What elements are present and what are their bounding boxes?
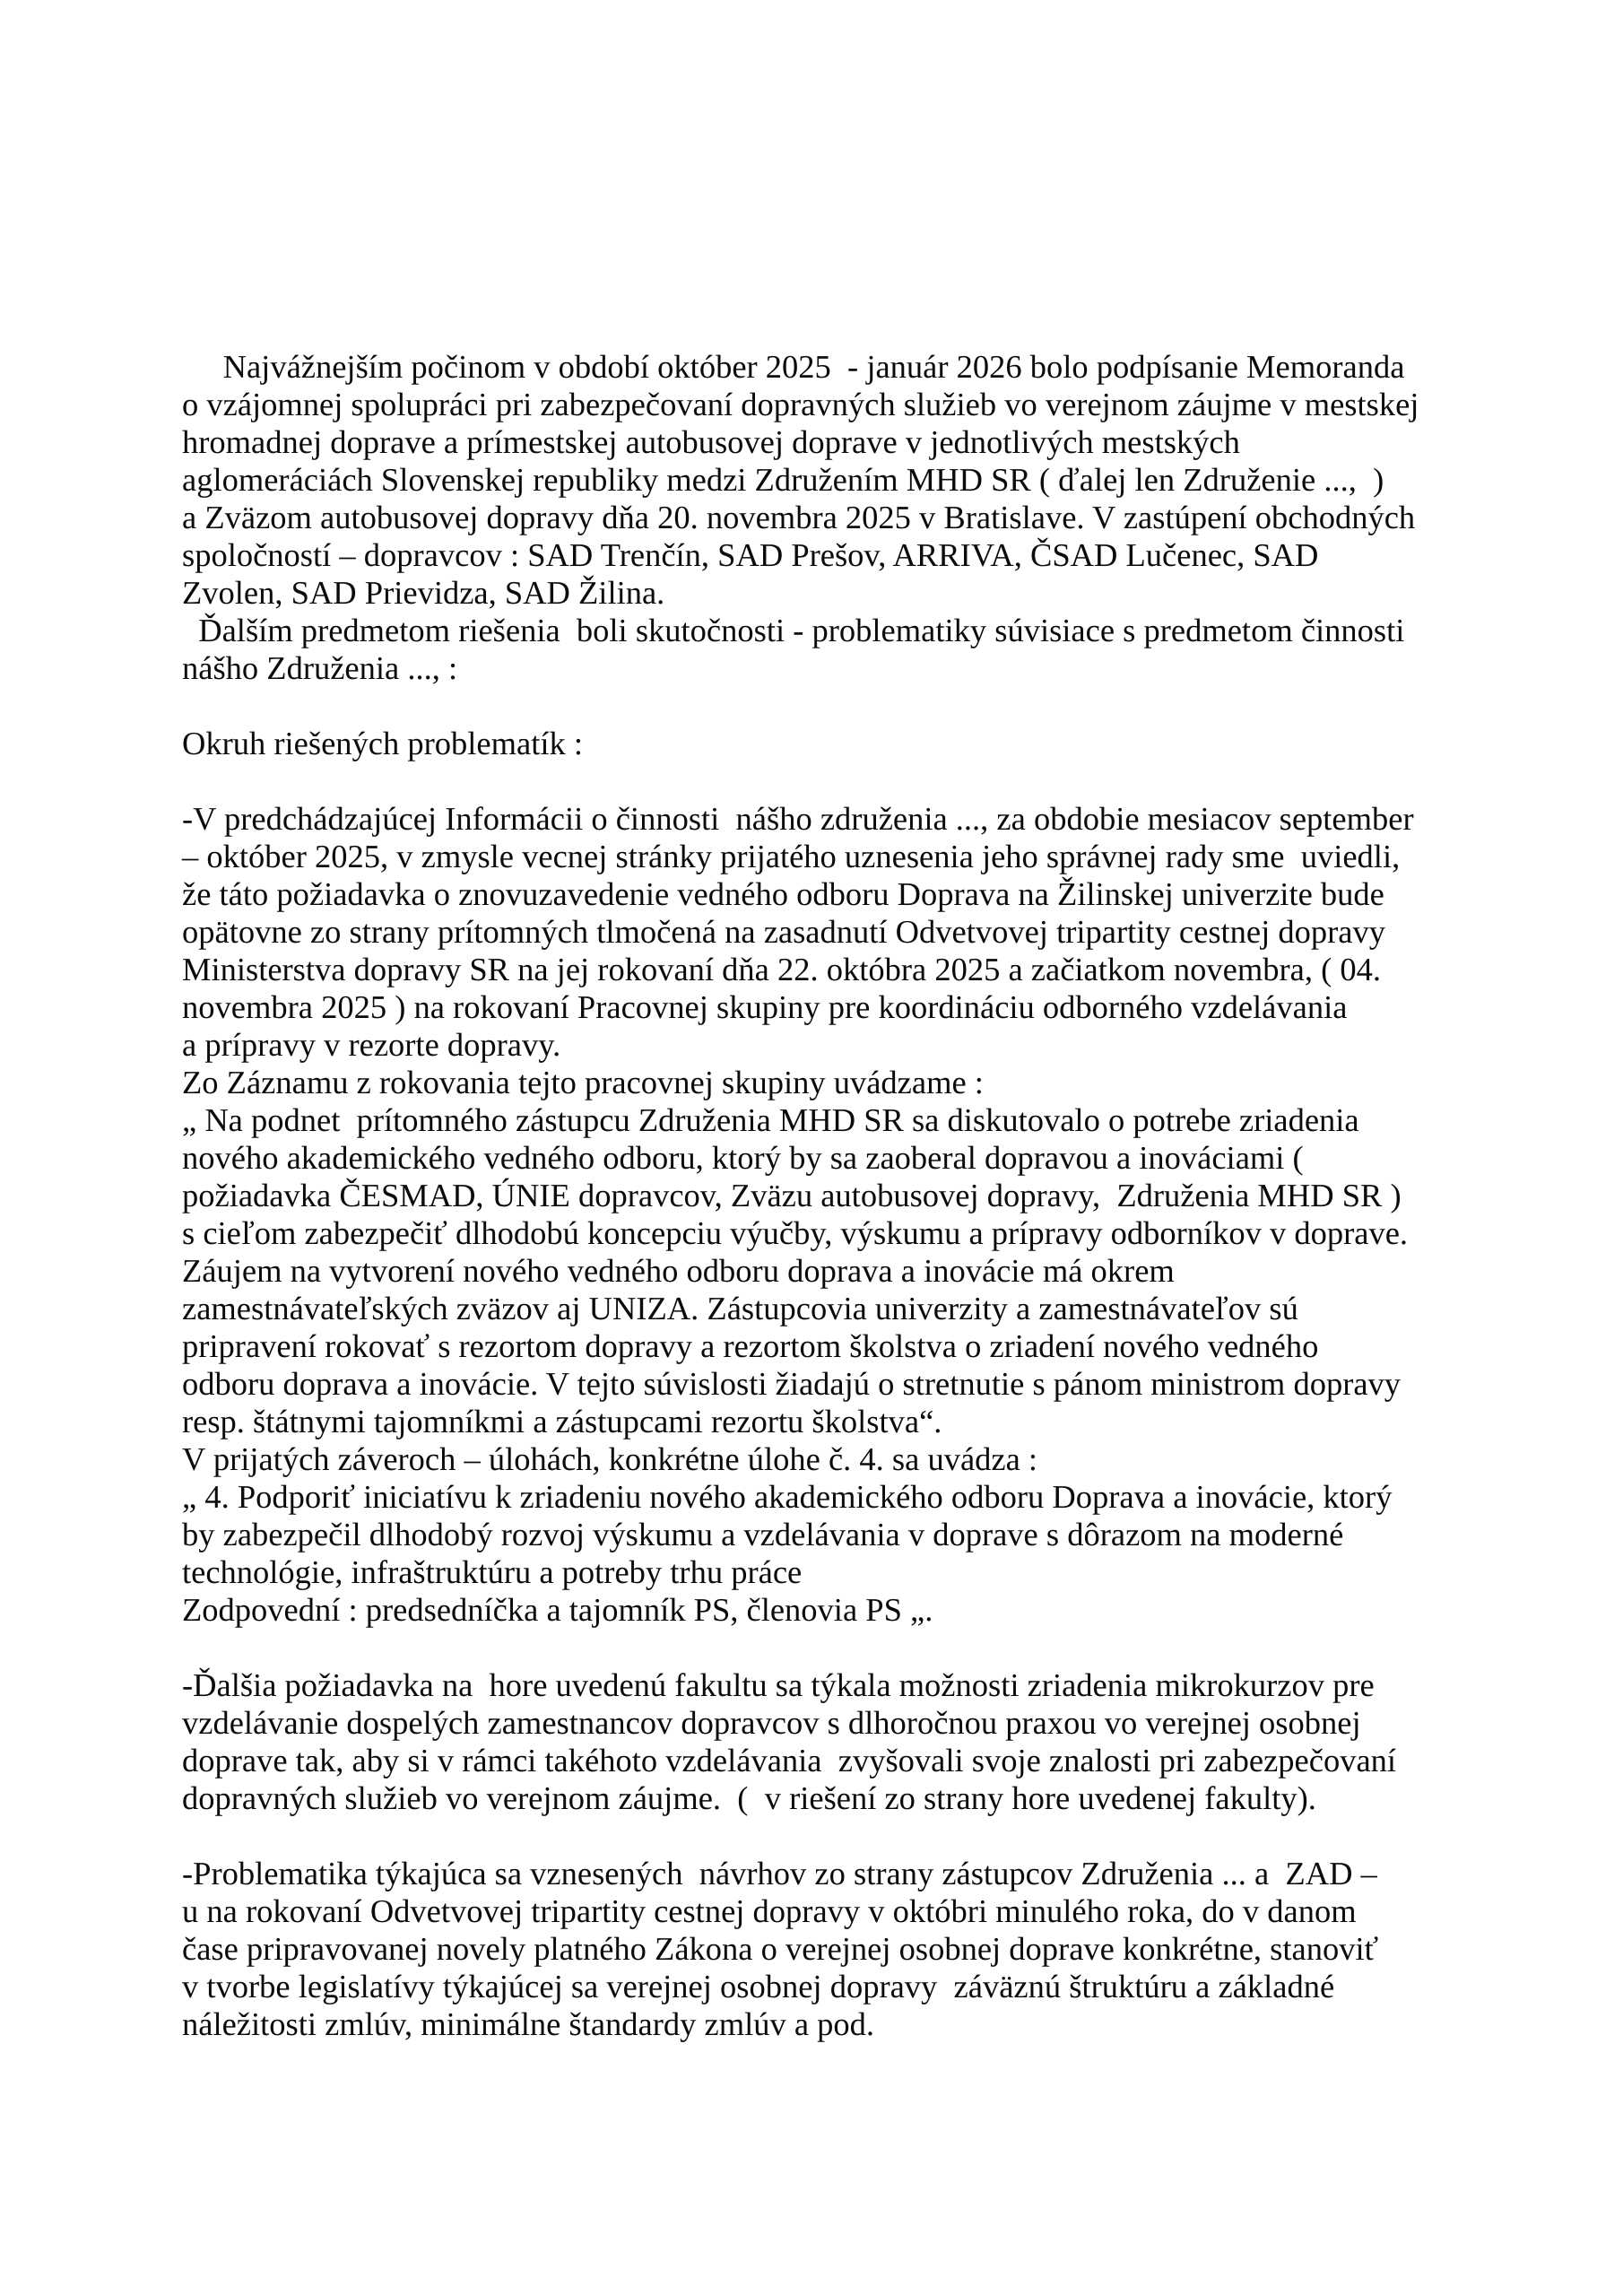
text-line: čase pripravovanej novely platného Zákona o verejnej osobnej doprave konkrétne, stanoviť bbox=[182, 1930, 1379, 1967]
text-line: V prijatých záveroch – úlohách, konkrétne úlohe č. 4. sa uvádza : bbox=[182, 1440, 1038, 1477]
blank-line bbox=[182, 1629, 1509, 1666]
text-line: -Problematika týkajúca sa vznesených návrhov zo strany zástupcov Združenia ... a ZAD – bbox=[182, 1855, 1377, 1892]
text-line: „ Na podnet prítomného zástupcu Združenia MHD SR sa diskutovalo o potrebe zriadenia bbox=[182, 1101, 1359, 1138]
text-line: Zodpovední : predsedníčka a tajomník PS, členovia PS „. bbox=[182, 1591, 933, 1628]
text-line: opätovne zo strany prítomných tlmočená na zasadnutí Odvetvovej tripartity cestnej dopravy bbox=[182, 913, 1385, 950]
text-line: požiadavka ČESMAD, ÚNIE dopravcov, Zväzu autobusovej dopravy, Združenia MHD SR ) bbox=[182, 1177, 1402, 1213]
text-line: u na rokovaní Odvetvovej tripartity cestnej dopravy v októbri minulého roka, do v danom bbox=[182, 1892, 1357, 1929]
text-line: Zo Záznamu z rokovania tejto pracovnej skupiny uvádzame : bbox=[182, 1064, 984, 1100]
text-line: spoločností – dopravcov : SAD Trenčín, SAD Prešov, ARRIVA, ČSAD Lučenec, SAD bbox=[182, 536, 1319, 573]
text-line: technológie, infraštruktúru a potreby trhu práce bbox=[182, 1553, 803, 1590]
text-line: – október 2025, v zmysle vecnej stránky prijatého uznesenia jeho správnej rady sme uviedli, bbox=[182, 838, 1401, 874]
blank-line bbox=[182, 1817, 1509, 1855]
text-line: že táto požiadavka o znovuzavedenie vedného odboru Doprava na Žilinskej univerzite bude bbox=[182, 875, 1384, 912]
text-line: aglomeráciách Slovenskej republiky medzi Združením MHD SR ( ďalej len Združenie ..., ) bbox=[182, 461, 1384, 498]
text-line: o vzájomnej spolupráci pri zabezpečovaní dopravných služieb vo verejnom záujme v mestskej bbox=[182, 386, 1419, 422]
text-line: Ďalším predmetom riešenia boli skutočnosti - problematiky súvisiace s predmetom činnosti bbox=[182, 612, 1405, 648]
text-line: Ministerstva dopravy SR na jej rokovaní dňa 22. októbra 2025 a začiatkom novembra, ( 04. bbox=[182, 951, 1382, 987]
text-line: Záujem na vytvorení nového vedného odboru doprava a inovácie má okrem bbox=[182, 1252, 1175, 1289]
text-line: a prípravy v rezorte dopravy. bbox=[182, 1026, 561, 1063]
text-line: by zabezpečil dlhodobý rozvoj výskumu a vzdelávania v doprave s dôrazom na moderné bbox=[182, 1516, 1344, 1552]
blank-line bbox=[182, 687, 1509, 725]
text-line: Najvážnejším počinom v období október 2025 - január 2026 bolo podpísanie Memoranda bbox=[182, 348, 1405, 385]
text-line: -Ďalšia požiadavka na hore uvedenú fakultu sa týkala možnosti zriadenia mikrokurzov pre bbox=[182, 1666, 1375, 1703]
text-line: nového akademického vedného odboru, ktorý by sa zaoberal dopravou a inováciami ( bbox=[182, 1139, 1304, 1176]
text-line: Okruh riešených problematík : bbox=[182, 725, 584, 761]
blank-line bbox=[182, 762, 1509, 800]
text-line: a Zväzom autobusovej dopravy dňa 20. novembra 2025 v Bratislave. V zastúpení obchodných bbox=[182, 499, 1416, 535]
text-line: doprave tak, aby si v rámci takéhoto vzdelávania zvyšovali svoje znalosti pri zabezpečovaní bbox=[182, 1742, 1397, 1779]
text-line: Zvolen, SAD Prievidza, SAD Žilina. bbox=[182, 574, 665, 611]
text-line: pripravení rokovať s rezortom dopravy a rezortom školstva o zriadení nového vedného bbox=[182, 1327, 1319, 1364]
text-line: novembra 2025 ) na rokovaní Pracovnej skupiny pre koordináciu odborného vzdelávania bbox=[182, 988, 1348, 1025]
text-line: dopravných služieb vo verejnom záujme. ( v riešení zo strany hore uvedenej fakulty). bbox=[182, 1779, 1316, 1816]
text-line: odboru doprava a inovácie. V tejto súvislosti žiadajú o stretnutie s pánom ministrom dopravy bbox=[182, 1365, 1402, 1402]
text-line: v tvorbe legislatívy týkajúcej sa verejnej osobnej dopravy záväznú štruktúru a základné bbox=[182, 1968, 1335, 2005]
text-line: „ 4. Podporiť iniciatívu k zriadeniu nového akademického odboru Doprava a inovácie, ktorý bbox=[182, 1478, 1393, 1515]
text-line: nášho Združenia ..., : bbox=[182, 649, 458, 686]
text-line: resp. štátnymi tajomníkmi a zástupcami rezortu školstva“. bbox=[182, 1403, 942, 1439]
text-line: hromadnej doprave a prímestskej autobusovej doprave v jednotlivých mestských bbox=[182, 423, 1240, 460]
text-line: -V predchádzajúcej Informácii o činnosti nášho združenia ..., za obdobie mesiacov september bbox=[182, 800, 1414, 837]
document-text-block bbox=[182, 348, 1509, 2043]
text-line: náležitosti zmlúv, minimálne štandardy zmlúv a pod. bbox=[182, 2005, 875, 2042]
text-line: s cieľom zabezpečiť dlhodobú koncepciu výučby, výskumu a prípravy odborníkov v doprave. bbox=[182, 1214, 1409, 1251]
text-line: vzdelávanie dospelých zamestnancov dopravcov s dlhoročnou praxou vo verejnej osobnej bbox=[182, 1704, 1361, 1741]
text-line: zamestnávateľských zväzov aj UNIZA. Zástupcovia univerzity a zamestnávateľov sú bbox=[182, 1290, 1298, 1326]
